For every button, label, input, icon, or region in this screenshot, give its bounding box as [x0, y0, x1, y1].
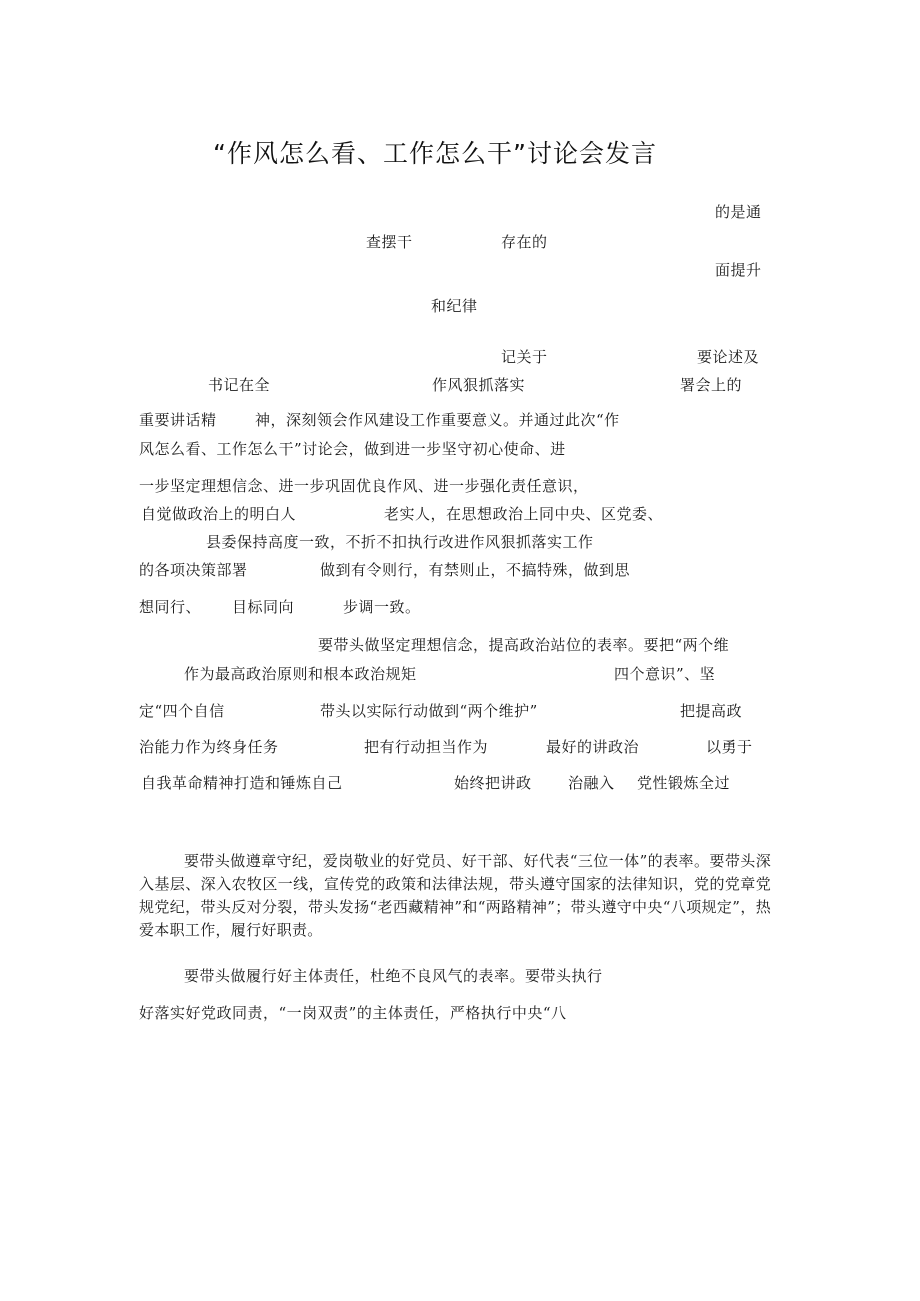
text-fragment: 党性锻炼全过 [637, 774, 731, 792]
text-fragment: 和纪律 [431, 297, 478, 315]
text-fragment: 四个意识”、坚 [614, 665, 716, 683]
text-fragment: 把有行动担当作为 [364, 738, 489, 756]
text-fragment: 县委保持高度一致，不折不扣执行改进作风狠抓落实工作 [206, 533, 594, 551]
text-fragment: 做到有令则行，有禁则止，不搞特殊，做到思 [320, 561, 631, 579]
text-fragment: 存在的 [501, 233, 548, 251]
text-fragment: 一步坚定理想信念、进一步巩固优良作风、进一步强化责任意识， [139, 477, 589, 495]
text-fragment: 书记在全 [208, 376, 271, 394]
text-fragment: 要带头做履行好主体责任，杜绝不良风气的表率。要带头执行 [184, 967, 603, 985]
text-fragment: 要带头做坚定理想信念，提高政治站位的表率。要把“两个维 [318, 636, 730, 654]
text-fragment: 的各项决策部署 [139, 561, 248, 579]
text-fragment: 面提升 [715, 261, 762, 279]
text-fragment: 好落实好党政同责，“一岗双责”的主体责任，严格执行中央“八 [139, 1004, 567, 1022]
text-fragment: 作风狠抓落实 [432, 376, 526, 394]
body-paragraph: 要带头做遵章守纪，爱岗敬业的好党员、好干部、好代表“三位一体”的表率。要带头深入基层、深入农牧区一线，宣传党的政策和法律法规，带头遵守国家的法律知识，党的党章党规党纪，带头反对分裂，带头发扬“老西藏精神”和“两路精神”；带头遵守中央“八项规定”，热爱本职工作，履行好职责。 [139, 852, 771, 939]
text-fragment: 想同行、 [139, 598, 202, 616]
text-fragment: 以勇于 [706, 738, 753, 756]
text-fragment: 步调一致。 [343, 598, 421, 616]
text-fragment: 治融入 [568, 774, 615, 792]
text-fragment: 自觉做政治上的明白人 [141, 505, 297, 523]
text-fragment: 风怎么看、工作怎么干”讨论会，做到进一步坚守初心使命、进 [139, 440, 566, 458]
text-fragment: 定“四个自信 [139, 702, 225, 720]
text-fragment: 老实人，在思想政治上同中央、区党委、 [384, 505, 664, 523]
text-fragment: 查摆干 [366, 233, 413, 251]
text-fragment: 署会上的 [680, 376, 743, 394]
text-fragment: 要论述及 [697, 348, 760, 366]
text-fragment: 最好的讲政治 [546, 738, 640, 756]
text-fragment: 带头以实际行动做到“两个维护” [320, 702, 538, 720]
text-fragment: 记关于 [501, 348, 548, 366]
document-title: “作风怎么看、工作怎么干”讨论会发言 [213, 139, 657, 168]
text-fragment: 目标同向 [232, 598, 295, 616]
text-fragment: 始终把讲政 [454, 774, 532, 792]
text-fragment: 神，深刻领会作风建设工作重要意义。并通过此次“作 [255, 411, 620, 429]
text-fragment: 作为最高政治原则和根本政治规矩 [184, 665, 417, 683]
text-fragment: 把提高政 [680, 702, 743, 720]
text-fragment: 自我革命精神打造和锤炼自己 [141, 774, 343, 792]
text-fragment: 治能力作为终身任务 [139, 738, 279, 756]
text-fragment: 重要讲话精 [139, 411, 217, 429]
text-fragment: 的是通 [715, 203, 762, 221]
